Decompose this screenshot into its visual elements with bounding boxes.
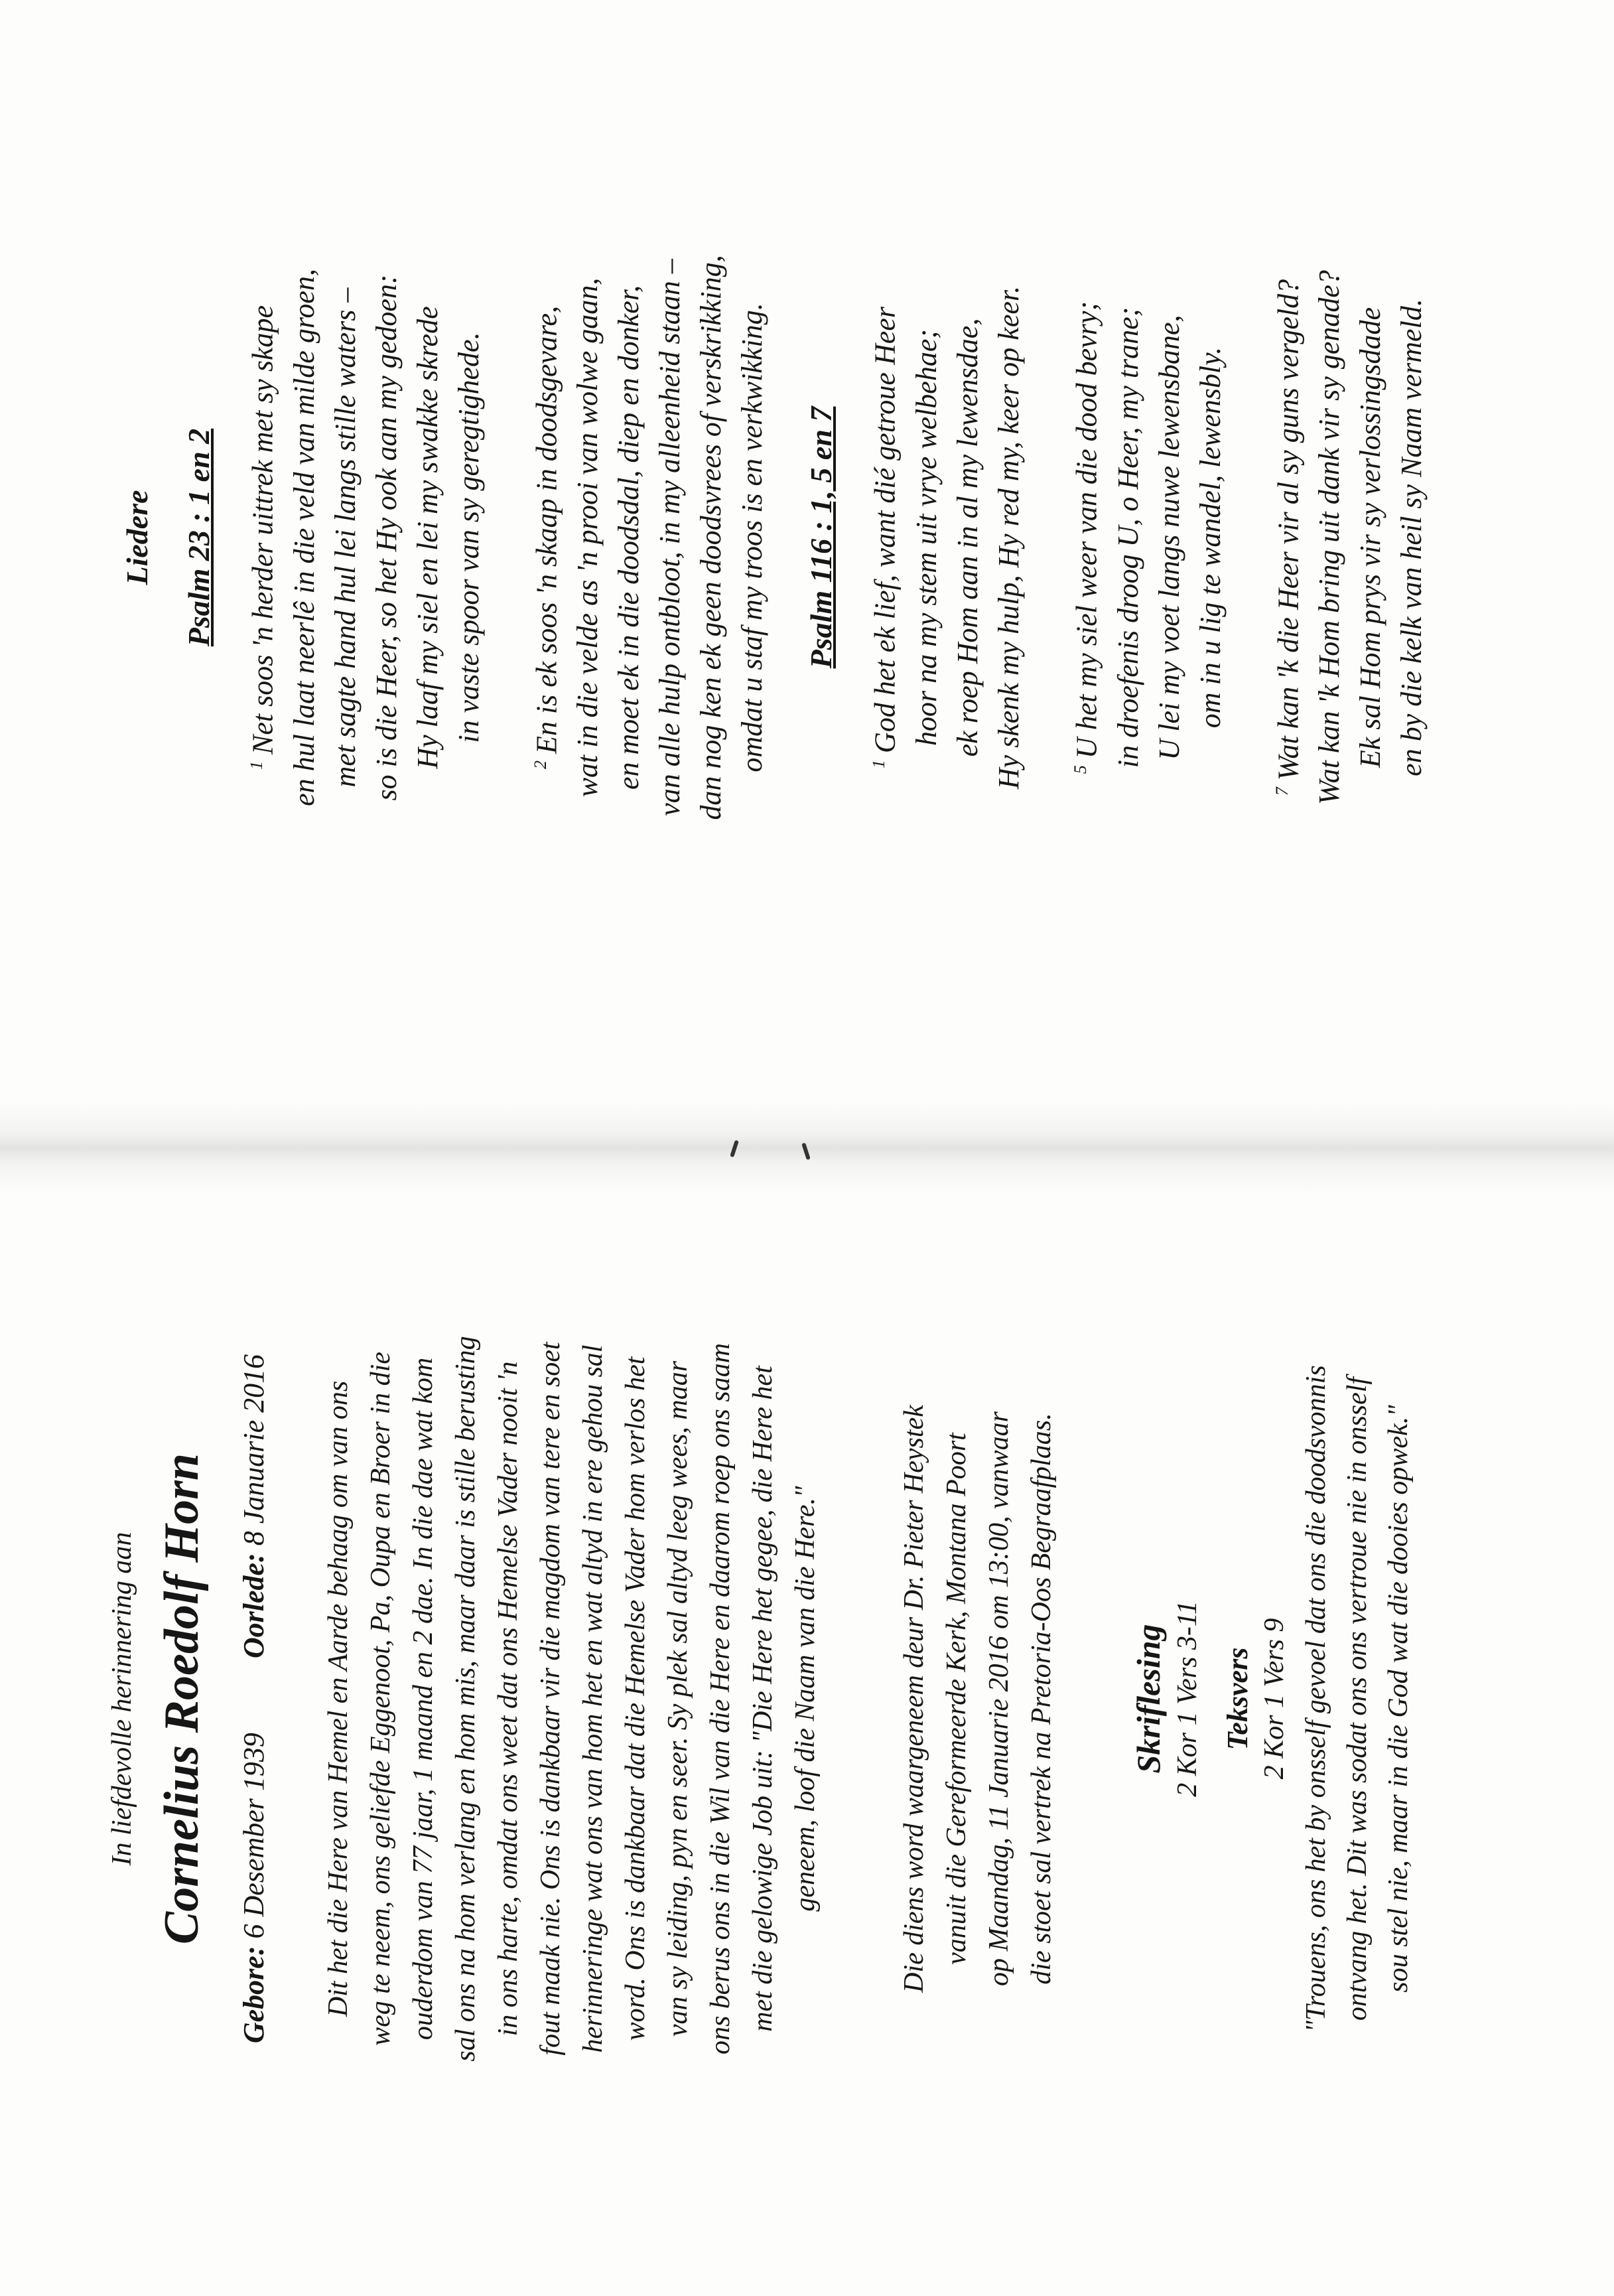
died-label: Oorlede: xyxy=(237,1553,270,1659)
verse-line: Ek sal Hom prys vir sy verlossingsdade xyxy=(1354,307,1387,768)
verse-number: 5 xyxy=(1070,765,1090,774)
tribute-line: van sy leiding, pyn en seer. Sy plek sal altyd leeg wees, maar xyxy=(663,1360,693,2037)
text-verse-ref: 2 Kor 1 Vers 9 xyxy=(1259,1618,1290,1780)
tribute-line: ouderdom van 77 jaar, 1 maand en 2 dae. In die dae wat kom xyxy=(408,1357,438,2041)
verse-line: dan nog ken ek geen doodsvrees of verskrikking, xyxy=(695,255,728,820)
verse-line: Wat kan 'k Hom bring uit dank vir sy genade? xyxy=(1313,270,1346,805)
quote-line: ontvang het. Dit was sodat ons ons vertroue nie in onsself xyxy=(1342,1376,1373,2021)
verse-number: 1 xyxy=(247,761,266,770)
tribute-line: ons berus ons in die Wil van die Here en daarom roep ons saam xyxy=(705,1342,736,2055)
psalm-116-verse-5 xyxy=(1060,60,1231,1015)
verse-line: om in u lig te wandel, lewensbly. xyxy=(1193,346,1227,729)
verse-line: met sagte hand hul lei langs stille waters – xyxy=(328,287,362,788)
tribute-line: herinneringe wat ons van hom het en wat altyd in ere gehou sal xyxy=(578,1344,608,2053)
verse-line: in vaste spoor van sy geregtighede. xyxy=(452,332,485,743)
verse-number: 7 xyxy=(1272,787,1292,796)
liedere-heading: Liedere xyxy=(120,490,154,585)
psalm-116-verse-1 xyxy=(858,60,1030,1015)
liedere-panel xyxy=(73,60,1552,1015)
tribute-line: in ons harte, omdat ons weet dat ons Hemelse Vader nooit 'n xyxy=(493,1361,523,2037)
memorial-intro: In liefdevolle herinnering aan xyxy=(107,1532,137,1866)
service-line: Die diens word waargeneem deur Dr. Pieter Heystek xyxy=(899,1405,929,1993)
scripture-reading-title: Skriflesing xyxy=(1130,1624,1167,1774)
service-line: vanuit die Gereformeerde Kerk, Montana Poort xyxy=(941,1433,972,1965)
tribute-text xyxy=(317,1168,827,2230)
tribute-line: met die gelowige Job uit: "Die Here het gegee, die Here het xyxy=(748,1366,778,2032)
tribute-line: weg te neem, ons geliefde Eggenoot, Pa, Oupa en Broer in die xyxy=(366,1352,396,2046)
verse-line: God het ek lief, want dié getroue Heer xyxy=(868,307,902,753)
verse-line: en by die kelk van heil sy Naam vermeld. xyxy=(1395,299,1428,776)
verse-line: so is die Heer, so het Hy ook aan my gedoen: xyxy=(370,274,403,801)
verse-line: in droefenis droog U, o Heer, my trane; xyxy=(1111,307,1144,768)
text-verse-title: Teksvers xyxy=(1221,1647,1254,1751)
verse-line: hoor na my stem uit vrye welbehae; xyxy=(909,328,943,747)
born-label: Gebore: xyxy=(237,1946,270,2044)
psalm-23-verse-2 xyxy=(520,60,773,1015)
verse-line: U het my siel weer van die dood bevry; xyxy=(1070,301,1103,759)
verse-number: 2 xyxy=(530,760,550,770)
quote-line: "Trouens, ons het by onsself gevoel dat ons die doodsvonnis xyxy=(1301,1365,1331,2033)
verse-line: ek roep Hom aan in al my lewensdae, xyxy=(951,318,984,757)
psalm-116-heading: Psalm 116 : 1, 5 en 7 xyxy=(804,406,839,669)
verse-line: wat in die velde as 'n prooi van wolwe gaan, xyxy=(571,277,604,798)
text-verse-quote xyxy=(1296,1168,1419,2230)
verse-line: Net soos 'n herder uittrek met sy skape xyxy=(246,305,279,755)
tribute-line: Dit het die Here van Hemel en Aarde behaag om van ons xyxy=(323,1380,354,2017)
verse-line: Hy laaf my siel en lei my swakke skrede xyxy=(411,306,444,769)
service-line: op Maandag, 11 Januarie 2016 om 13:00, vanwaar xyxy=(984,1411,1014,1986)
psalm-116-verse-7 xyxy=(1262,60,1433,1015)
memorial-panel xyxy=(66,1168,1546,2230)
scripture-reading-ref: 2 Kor 1 Vers 3-11 xyxy=(1172,1601,1203,1797)
tribute-line: fout maak nie. Ons is dankbaar vir die magdom van tere en soet xyxy=(535,1342,566,2056)
life-dates xyxy=(237,1168,271,2230)
verse-line: omdat u staf my troos is en verkwikking. xyxy=(736,303,769,772)
verse-number: 1 xyxy=(869,759,889,768)
tribute-line: geneem, loof die Naam van die Here." xyxy=(790,1486,821,1912)
deceased-name: Cornelius Roedolf Horn xyxy=(155,1453,209,1945)
verse-line: en hul laat neerlê in die veld van milde groen, xyxy=(287,269,320,806)
service-details xyxy=(893,1168,1063,2230)
psalm-23-verse-1 xyxy=(236,60,490,1015)
verse-line: En is ek soos 'n skaap in doodsgevare, xyxy=(530,305,563,754)
service-line: die stoet sal vertrek na Pretoria-Oos Begraafplaas. xyxy=(1026,1413,1057,1985)
verse-line: Wat kan 'k die Heer vir al sy guns vergeld? xyxy=(1272,279,1305,781)
verse-line: van alle hulp ontbloot, in my alleenheid staan – xyxy=(653,259,687,816)
born-date: 6 Desember 1939 xyxy=(237,1733,270,1939)
tribute-line: sal ons na hom verlang en hom mis, maar daar is stille berusting xyxy=(450,1336,481,2062)
verse-line: U lei my voet langs nuwe lewensbane, xyxy=(1152,315,1185,760)
verse-line: en moet ek in die doodsdal, diep en donker, xyxy=(612,285,645,790)
psalm-23-heading: Psalm 23 : 1 en 2 xyxy=(182,428,216,647)
tribute-line: word. Ons is dankbaar dat die Hemelse Vader hom verlos het xyxy=(620,1356,651,2041)
died-date: 8 Januarie 2016 xyxy=(237,1354,270,1546)
verse-line: Hy skenk my hulp, Hy red my, keer op keer. xyxy=(992,285,1025,790)
quote-line: sou stel nie, maar in die God wat die dooies opwek." xyxy=(1383,1405,1414,1993)
